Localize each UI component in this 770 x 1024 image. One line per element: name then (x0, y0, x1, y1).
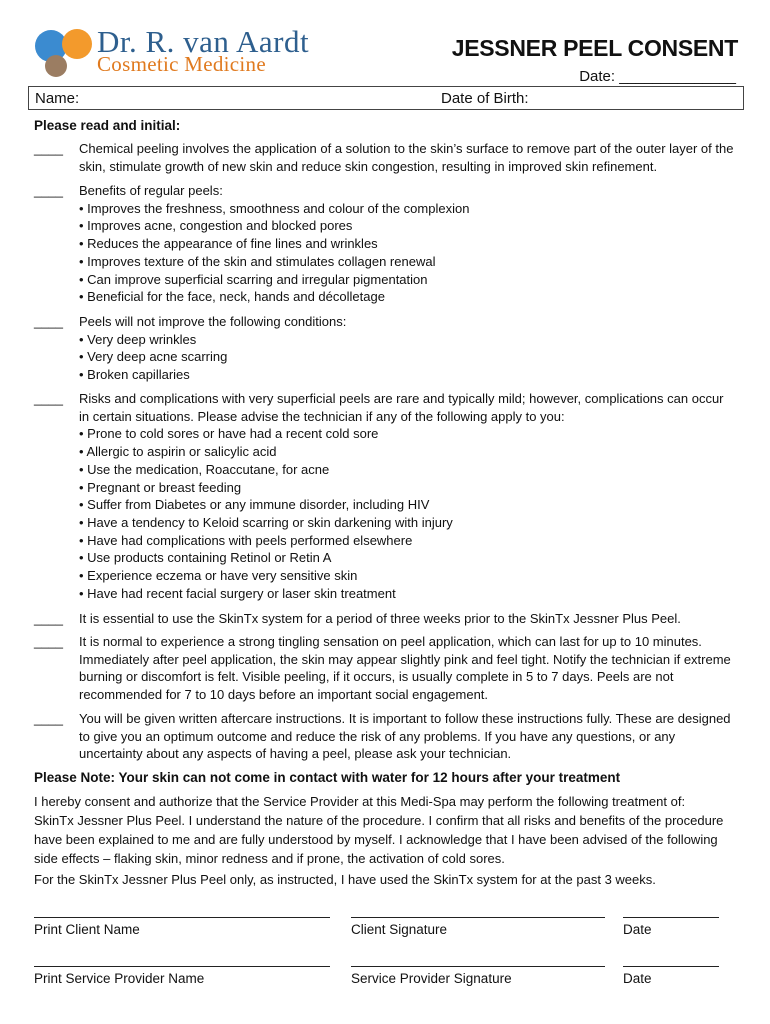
initial-blank[interactable]: ____ (34, 141, 63, 156)
item-statement: You will be given written aftercare instructions. It is important to follow these instructions fully. These are designed to give you an optimum outcome and reduce the risk of any problems. If you have any questions, or any uncertainty about any aspects of having a peel, please ask your technician. (79, 711, 731, 762)
logo-name: Dr. R. van Aardt (97, 24, 310, 59)
client-signature-field[interactable] (351, 917, 605, 937)
consent-item (34, 182, 734, 306)
date-field[interactable]: Date: ______________ (579, 68, 736, 85)
item-bullet: • Improves texture of the skin and stimulates collagen renewal (79, 253, 436, 269)
item-bullet: • Beneficial for the face, neck, hands and décolletage (79, 289, 385, 305)
item-statement: Benefits of regular peels: (79, 183, 223, 198)
client-date-field[interactable] (623, 917, 719, 937)
name-field[interactable]: Name: (35, 90, 80, 107)
item-bullet: • Reduces the appearance of fine lines and wrinkles (79, 236, 378, 252)
item-bullet: • Prone to cold sores or have had a recent cold sore (79, 426, 379, 442)
item-bullet: • Very deep acne scarring (79, 349, 228, 365)
dob-field[interactable]: Date of Birth: (441, 90, 529, 107)
consent-item-text (79, 390, 734, 602)
print-client-name-label: Print Client Name (34, 922, 140, 937)
skintx-statement: For the SkinTx Jessner Plus Peel only, as instructed, I have used the SkinTx system for at the past 3 weeks. (34, 872, 656, 887)
consent-item-text (79, 313, 734, 384)
initial-blank[interactable]: ____ (34, 183, 63, 198)
item-bullet: • Have a tendency to Keloid scarring or skin darkening with injury (79, 514, 453, 530)
consent-item-text (79, 182, 734, 306)
item-statement: Risks and complications with very superficial peels are rare and typically mild; however, complications can occur in certain situations. Please advise the technician if any of the following apply to you: (79, 391, 724, 424)
consent-item (34, 633, 734, 704)
initial-blank[interactable]: ____ (34, 314, 63, 329)
item-bullet: • Suffer from Diabetes or any immune disorder, including HIV (79, 497, 430, 513)
item-bullet: • Pregnant or breast feeding (79, 479, 242, 495)
item-bullet: • Improves acne, congestion and blocked pores (79, 218, 353, 234)
consent-item-text (79, 610, 734, 628)
provider-date-field[interactable] (623, 966, 719, 986)
initial-blank[interactable]: ____ (34, 611, 63, 626)
item-bullet: • Have had recent facial surgery or laser skin treatment (79, 585, 396, 601)
read-and-initial-heading: Please read and initial: (34, 118, 181, 133)
logo-circles-icon (34, 24, 96, 80)
item-bullet: • Very deep wrinkles (79, 331, 197, 347)
client-date-label: Date (623, 922, 652, 937)
provider-date-label: Date (623, 971, 652, 986)
initial-blank[interactable]: ____ (34, 391, 63, 406)
initial-blank[interactable]: ____ (34, 711, 63, 726)
item-bullet: • Broken capillaries (79, 367, 190, 383)
consent-item-text (79, 633, 734, 704)
consent-item (34, 313, 734, 384)
item-statement: It is normal to experience a strong tingling sensation on peel application, which can last for up to 10 minutes. Immediately after peel application, the skin may appear slightly pink and feel tight. Notify the technician if extreme burning or discomfort is felt. Visible peeling, if it occurs, is usually complete in 5 to 7 days. Peels are not recommended for 7 to 10 days before an important social engagement. (79, 634, 731, 703)
patient-info-box (28, 86, 744, 110)
clinic-logo (34, 22, 354, 82)
logo-subtitle: Cosmetic Medicine (97, 52, 266, 76)
item-bullet: • Experience eczema or have very sensitive skin (79, 568, 358, 584)
print-provider-name-field[interactable] (34, 966, 330, 986)
item-bullet: • Use products containing Retinol or Retin A (79, 550, 332, 566)
consent-item (34, 390, 734, 602)
item-statement: Chemical peeling involves the application of a solution to the skin’s surface to remove part of the outer layer of the skin, stimulate growth of new skin and reduce skin congestion, resulting in improved skin refinement. (79, 141, 734, 174)
client-signature-label: Client Signature (351, 922, 448, 937)
consent-paragraph: I hereby consent and authorize that the Service Provider at this Medi-Spa may perform the following treatment of: SkinTx Jessner Plus Peel. I understand the nature of the procedure. I confirm that all risks and benefits of the procedure have been explained to me and are fully understood by myself. I acknowledge that I have been advised of the following side effects – flaking skin, minor redness and if prone, the activation of cold sores. (34, 794, 724, 866)
document-title: JESSNER PEEL CONSENT (451, 35, 738, 61)
initial-blank[interactable]: ____ (34, 634, 63, 649)
consent-item-text (79, 710, 734, 763)
print-client-name-field[interactable] (34, 917, 330, 937)
item-statement: Peels will not improve the following conditions: (79, 314, 347, 329)
provider-signature-field[interactable] (351, 966, 605, 986)
item-statement: It is essential to use the SkinTx system for a period of three weeks prior to the SkinTx Jessner Plus Peel. (79, 611, 681, 626)
item-bullet: • Improves the freshness, smoothness and colour of the complexion (79, 200, 470, 216)
consent-item (34, 140, 734, 175)
item-bullet: • Have had complications with peels performed elsewhere (79, 532, 413, 548)
consent-item (34, 610, 734, 628)
item-bullet: • Use the medication, Roaccutane, for acne (79, 461, 330, 477)
consent-item (34, 710, 734, 763)
consent-item-text (79, 140, 734, 175)
water-note: Please Note: Your skin can not come in contact with water for 12 hours after your treatment (34, 770, 621, 785)
item-bullet: • Allergic to aspirin or salicylic acid (79, 444, 277, 460)
provider-signature-label: Service Provider Signature (351, 971, 512, 986)
item-bullet: • Can improve superficial scarring and irregular pigmentation (79, 271, 428, 287)
print-provider-name-label: Print Service Provider Name (34, 971, 205, 986)
